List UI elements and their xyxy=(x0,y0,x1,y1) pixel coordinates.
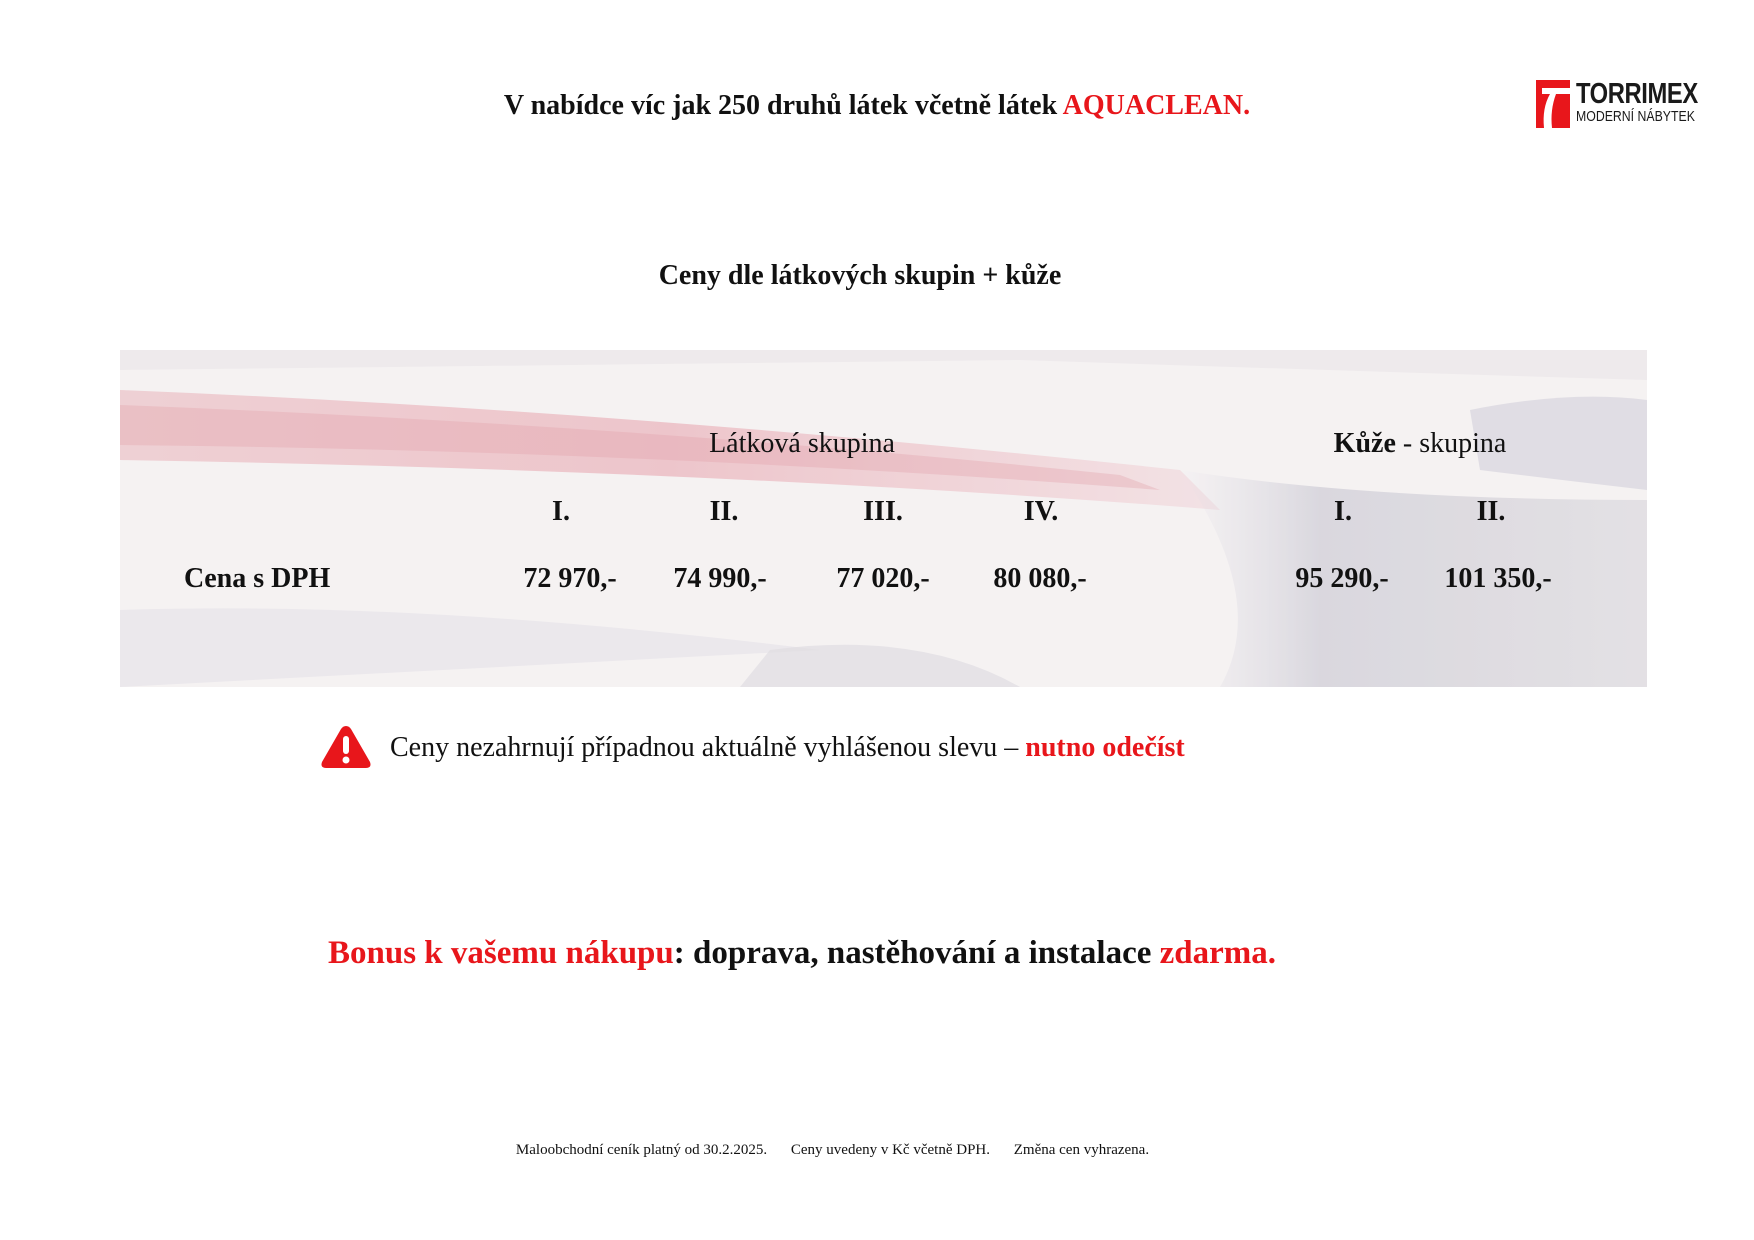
price-table xyxy=(120,350,1647,687)
footer xyxy=(0,1142,1665,1159)
price-value: 77 020,- xyxy=(836,563,930,594)
fabric-group-header: Látková skupina xyxy=(709,428,895,459)
headline xyxy=(0,90,1754,122)
footer-disclaimer: Změna cen vyhrazena. xyxy=(1013,1142,1150,1158)
torrimex-logo-icon xyxy=(1536,80,1570,128)
leather-group-label-bold: Kůže xyxy=(1333,428,1396,459)
price-value: 80 080,- xyxy=(993,563,1087,594)
discount-notice xyxy=(390,732,1185,764)
bonus-text: : doprava, nastěhování a instalace xyxy=(673,935,1160,971)
fabric-column-header: I. xyxy=(552,496,570,527)
leather-group-header xyxy=(1334,428,1507,460)
logo-brand: TORRIMEX xyxy=(1576,78,1698,110)
fabric-column-header: IV. xyxy=(1023,496,1059,527)
headline-text: V nabídce víc jak 250 druhů látek včetně látek xyxy=(503,90,1058,121)
leather-group-label-rest: - skupina xyxy=(1395,428,1507,459)
notice-highlight: nutno odečíst xyxy=(1025,732,1185,763)
price-value: 72 970,- xyxy=(523,563,617,594)
notice-text: Ceny nezahrnují případnou aktuálně vyhlášenou slevu – xyxy=(390,732,1026,763)
page-subtitle: Ceny dle látkových skupin + kůže xyxy=(658,260,1062,291)
leather-column-header: I. xyxy=(1334,496,1352,527)
bonus-highlight: Bonus k vašemu nákupu xyxy=(328,935,674,971)
torrimex-logo xyxy=(1536,78,1701,128)
price-value: 101 350,- xyxy=(1444,563,1552,594)
footer-currency: Ceny uvedeny v Kč včetně DPH. xyxy=(790,1142,990,1158)
headline-highlight: AQUACLEAN. xyxy=(1062,90,1251,121)
row-label-price: Cena s DPH xyxy=(184,563,331,594)
footer-validity: Maloobchodní ceník platný od 30.2.2025. xyxy=(515,1142,768,1158)
leather-column-header: II. xyxy=(1476,496,1506,527)
price-value: 95 290,- xyxy=(1295,563,1389,594)
fabric-column-header: III. xyxy=(863,496,903,527)
bonus-highlight-end: zdarma. xyxy=(1159,935,1277,971)
warning-icon xyxy=(320,724,372,770)
fabric-column-header: II. xyxy=(709,496,739,527)
logo-tagline: MODERNÍ NÁBYTEK xyxy=(1576,108,1695,125)
price-value: 74 990,- xyxy=(673,563,767,594)
bonus-line xyxy=(328,935,1276,972)
